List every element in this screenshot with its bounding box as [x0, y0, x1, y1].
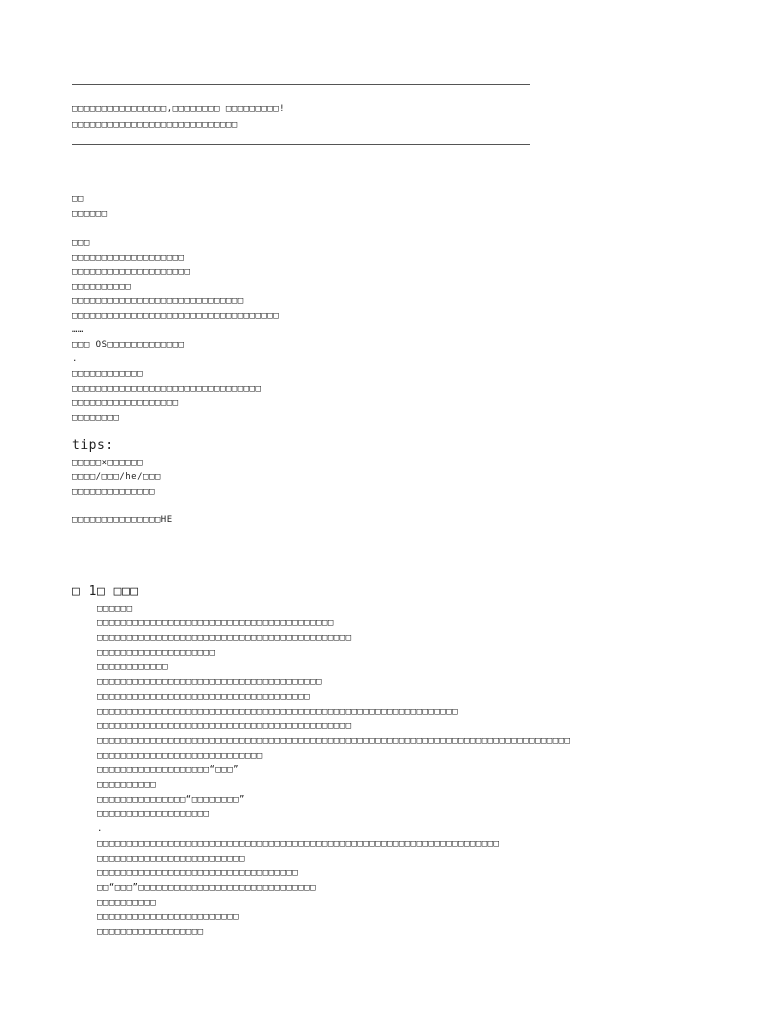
intro-line: □□□□□□□□□□□□□□□□□□□: [72, 253, 185, 263]
chapter-line: □□□□□□□□□□□□□□□□□□□□□□□□□□□□□□□□□□□□: [97, 692, 311, 702]
document-page: [72, 0, 712, 1024]
chapter-line: □□□□□□□□□□□□□□□□□□□□□□□□: [97, 912, 240, 922]
chapter-line: □□□□□□□□□□□□□□□□□□□: [97, 809, 210, 819]
intro-line: □□□□□□□□□□: [72, 282, 132, 292]
intro-line: ……: [72, 325, 84, 335]
chapter-line: □□□□□□□□□□□□□□□□□□□□□□□□□□□□□□□□□□□□□□□□: [97, 618, 334, 628]
intro-section-label: □□□: [72, 238, 90, 248]
chapter-line: □□□□□□□□□□□□□□□□□□: [97, 927, 204, 937]
intro-line: □□□□□□□□□□□□□□□□□□: [72, 398, 179, 408]
chapter-line: □□□□□□□□□□: [97, 898, 157, 908]
header-line-2: □□□□□□□□□□□□□□□□□□□□□□□□□□□□: [72, 120, 238, 130]
intro-line: □□□□□□□□□□□□□□□□□□□□□□□□□□□□□□□□: [72, 384, 262, 394]
chapter-line: □□□□□□□□□□□□□□□□□□□□□□□□□□□□□□□□□□□□□□□□□□□□□□□□□□□□□□□□□□□□□□□□□□□□: [97, 839, 500, 849]
tips-line: □□□□/□□□/he/□□□: [72, 472, 161, 482]
chapter-line: □□“□□□”□□□□□□□□□□□□□□□□□□□□□□□□□□□□□□: [97, 883, 316, 893]
chapter-line: □□□□□□: [97, 604, 133, 614]
chapter-line: □□□□□□□□□□□□□□□□□□□□□□□□□□□□: [97, 751, 263, 761]
intro-line: □□□ OS□□□□□□□□□□□□□: [72, 340, 185, 350]
intro-line: □□□□□□□□□□□□□□□□□□□□: [72, 267, 191, 277]
intro-line: □□□□□□□□□□□□: [72, 369, 144, 379]
header-line-1: □□□□□□□□□□□□□□□□,□□□□□□□□ □□□□□□□□□!: [72, 104, 286, 114]
chapter-line: □□□□□□□□□□□□□□□“□□□□□□□□”: [97, 795, 245, 805]
chapter-line: □□□□□□□□□□□□□□□□□□□“□□□”: [97, 765, 240, 775]
intro-line: □□□□□□□□: [72, 413, 120, 423]
chapter-line: □□□□□□□□□□□□□□□□□□□□□□□□□□□□□□□□□□: [97, 868, 299, 878]
chapter-line: □□□□□□□□□□□□: [97, 662, 169, 672]
intro-subtitle: □□□□□□: [72, 209, 108, 219]
chapter-line: □□□□□□□□□□□□□□□□□□□□□□□□□: [97, 854, 245, 864]
tips-heading: tips:: [72, 438, 114, 453]
header-bottom-divider: [72, 144, 530, 145]
tips-line: □□□□□□□□□□□□□□: [72, 487, 155, 497]
chapter-line: □□□□□□□□□□□□□□□□□□□□□□□□□□□□□□□□□□□□□□□□□□□: [97, 721, 352, 731]
top-divider: [72, 84, 530, 85]
intro-line: □□□□□□□□□□□□□□□□□□□□□□□□□□□□□□□□□□□: [72, 311, 280, 321]
chapter-line: □□□□□□□□□□: [97, 780, 157, 790]
intro-line: □□□□□□□□□□□□□□□□□□□□□□□□□□□□□: [72, 296, 244, 306]
chapter-line: .: [97, 824, 103, 834]
chapter-line: □□□□□□□□□□□□□□□□□□□□□□□□□□□□□□□□□□□□□□: [97, 677, 322, 687]
tips-note: □□□□□□□□□□□□□□□HE: [72, 515, 173, 525]
chapter-line: □□□□□□□□□□□□□□□□□□□□□□□□□□□□□□□□□□□□□□□□□□□□□□□□□□□□□□□□□□□□□: [97, 707, 459, 717]
tips-line: □□□□□×□□□□□□: [72, 458, 144, 468]
intro-title: □□: [72, 194, 84, 204]
intro-line: .: [72, 354, 78, 364]
chapter-line: □□□□□□□□□□□□□□□□□□□□: [97, 648, 216, 658]
chapter-heading: □ 1□ □□□: [72, 584, 139, 599]
chapter-line: □□□□□□□□□□□□□□□□□□□□□□□□□□□□□□□□□□□□□□□□□□□□□□□□□□□□□□□□□□□□□□□□□□□□□□□□□□□□□□□□: [97, 736, 571, 746]
chapter-line: □□□□□□□□□□□□□□□□□□□□□□□□□□□□□□□□□□□□□□□□□□□: [97, 633, 352, 643]
